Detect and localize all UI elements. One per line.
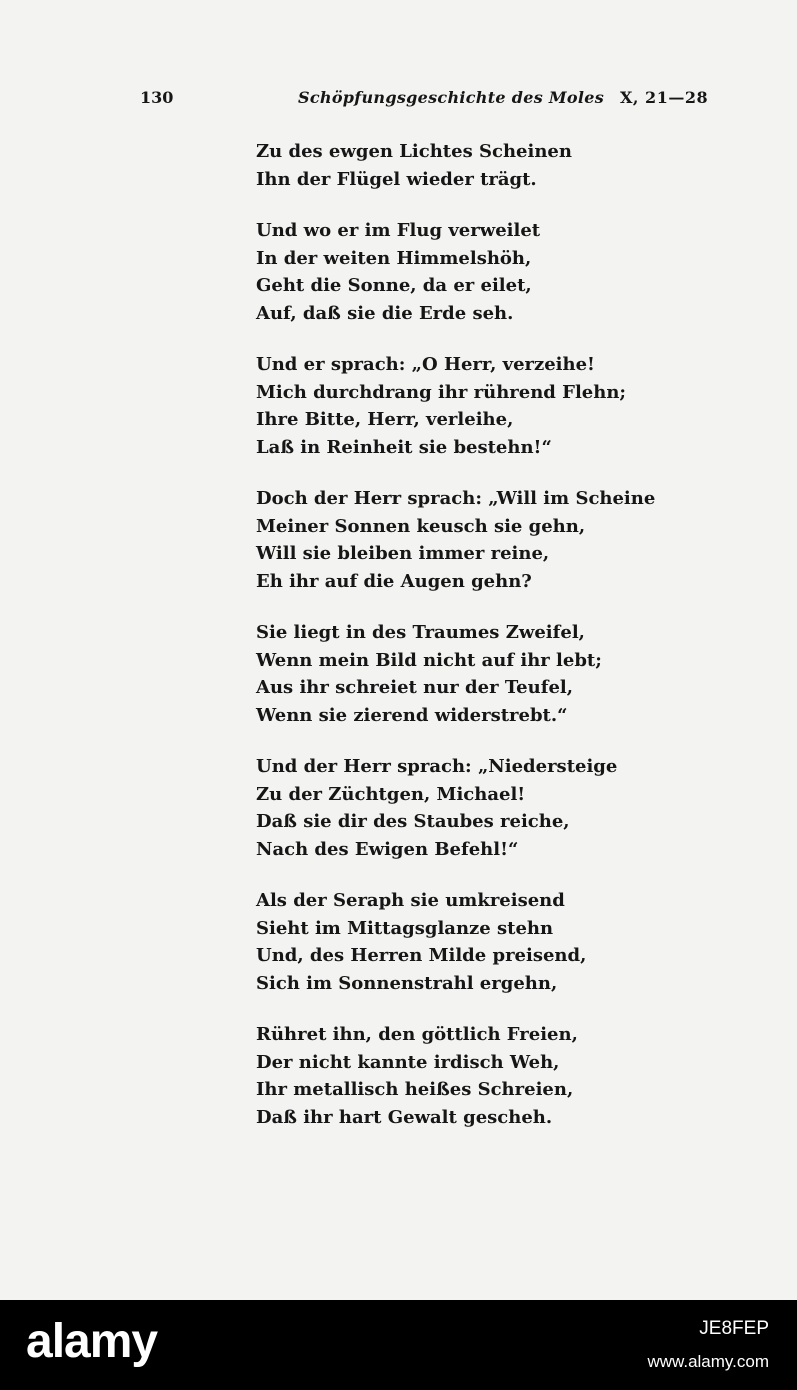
- verse-line: Ihr metallisch heißes Schreien,: [256, 1079, 574, 1100]
- stanza-5: [256, 619, 616, 729]
- watermark-bar: [0, 1300, 797, 1390]
- verse-line: Und, des Herren Milde preisend,: [256, 945, 587, 966]
- verse-line: Daß sie dir des Staubes reiche,: [256, 811, 570, 832]
- page-number: 130: [140, 88, 174, 107]
- verse-line: Rühret ihn, den göttlich Freien,: [256, 1024, 578, 1045]
- running-head: [0, 86, 797, 114]
- verse-line: Sie liegt in des Traumes Zweifel,: [256, 622, 585, 643]
- verse-line: Laß in Reinheit sie bestehn!“: [256, 436, 552, 458]
- verse-line: Und wo er im Flug verweilet: [256, 220, 541, 241]
- verse-line: Mich durchdrang ihr rührend Flehn;: [256, 381, 627, 403]
- verse-line: Sich im Sonnenstrahl ergehn,: [256, 972, 558, 994]
- site-url: www.alamy.com: [647, 1352, 769, 1371]
- verse-line: Will sie bleiben immer reine,: [256, 543, 550, 564]
- running-title: Schöpfungsgeschichte des Moles: [298, 88, 605, 107]
- verse-line: Doch der Herr sprach: „Will im Scheine: [256, 488, 656, 509]
- verse-line: Daß ihr hart Gewalt gescheh.: [256, 1106, 553, 1128]
- alamy-logo: alamy: [26, 1315, 158, 1368]
- section-reference: X, 21—28: [620, 88, 709, 107]
- verse-line: In der weiten Himmelshöh,: [256, 247, 532, 269]
- stanza-8: [256, 1021, 616, 1131]
- stanza-3: [256, 351, 627, 461]
- verse-line: Und er sprach: „O Herr, verzeihe!: [256, 354, 595, 375]
- stanza-1: [256, 138, 616, 193]
- verse-line: Meiner Sonnen keusch sie gehn,: [256, 515, 586, 537]
- verse-line: Nach des Ewigen Befehl!“: [256, 838, 519, 860]
- verse-line: Eh ihr auf die Augen gehn?: [256, 570, 532, 592]
- verse-line: Ihre Bitte, Herr, verleihe,: [256, 409, 514, 430]
- verse-line: Wenn mein Bild nicht auf ihr lebt;: [256, 649, 602, 671]
- verse-line: Zu des ewgen Lichtes Scheinen: [256, 141, 572, 162]
- verse-line: Zu der Züchtgen, Michael!: [256, 783, 526, 805]
- stock-image-id: JE8FEP: [699, 1318, 769, 1339]
- stanza-2: [256, 217, 616, 327]
- verse-line: Geht die Sonne, da er eilet,: [256, 275, 532, 296]
- verse-line: Sieht im Mittagsglanze stehn: [256, 917, 554, 939]
- poem-text: [256, 138, 656, 1155]
- verse-line: Aus ihr schreiet nur der Teufel,: [256, 677, 573, 698]
- verse-line: Der nicht kannte irdisch Weh,: [256, 1051, 560, 1073]
- verse-line: Wenn sie zierend widerstrebt.“: [256, 704, 568, 726]
- stanza-6: [256, 753, 616, 863]
- stanza-7: [256, 887, 616, 997]
- verse-line: Ihn der Flügel wieder trägt.: [256, 168, 537, 190]
- verse-line: Als der Seraph sie umkreisend: [256, 890, 565, 911]
- verse-line: Und der Herr sprach: „Niedersteige: [256, 756, 618, 777]
- verse-line: Auf, daß sie die Erde seh.: [256, 302, 514, 324]
- stanza-4: [256, 485, 656, 595]
